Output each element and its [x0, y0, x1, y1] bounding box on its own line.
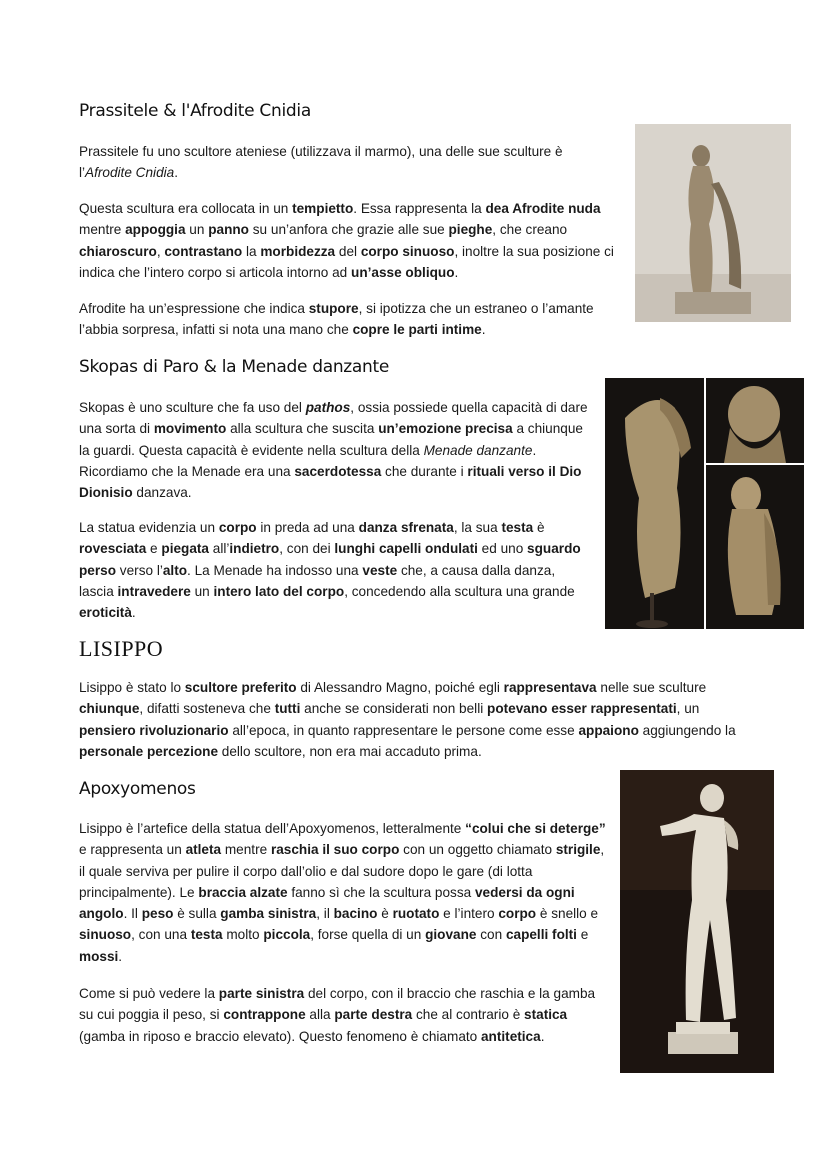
bold-term: indietro — [229, 541, 280, 557]
paragraph-text: Lisippo è stato lo scultore preferito di Alessandro Magno, poiché egli rappresentava nelle sue sculture chiunque, difatti sosteneva che tutti anche se considerati non belli potevano esser rappresentati, un pensiero rivoluzionario all’epoca, in quanto rappresentare le persone come esse appaiono aggiungendo la personale percezione dello scultore, non era mai accaduto prima. — [79, 680, 736, 759]
paragraph — [79, 517, 591, 623]
paragraph — [79, 397, 591, 503]
paragraph — [79, 677, 759, 762]
bold-term: veste — [362, 562, 398, 578]
menade-danzante-image — [605, 378, 704, 629]
paragraph-text: Come si può vedere la parte sinistra del corpo, con il braccio che raschia e la gamba su cui poggia il peso, si contrappone alla parte destra che al contrario è statica (gamba in riposo e braccio elevato). Questo fenomeno è chiamato antitetica. — [79, 986, 596, 1044]
section-skopas — [79, 357, 599, 377]
bold-term: intravedere — [117, 583, 191, 599]
bold-term: contrastano — [164, 243, 243, 259]
bold-term: contrappone — [223, 1007, 306, 1023]
bold-term: sinuoso — [79, 927, 132, 943]
section-title: Apoxyomenos — [79, 779, 196, 799]
bold-term: tempietto — [292, 201, 354, 216]
section-title: Prassitele & l'Afrodite Cnidia — [79, 101, 311, 121]
italic-term: Afrodite Cnidia — [85, 165, 175, 181]
apoxyomenos-image — [620, 770, 774, 1073]
bold-term: giovane — [425, 927, 477, 943]
menade-head-image — [706, 378, 804, 463]
menade-front-image — [706, 465, 804, 629]
bold-term: atleta — [185, 842, 222, 858]
bold-term: dea Afrodite nuda — [485, 201, 601, 216]
bold-term: intero lato del corpo — [213, 583, 345, 599]
bold-term: corpo — [498, 906, 537, 922]
bold-term: strigile — [555, 842, 601, 858]
bold-term: scultore preferito — [184, 680, 297, 695]
italic-term: Menade danzante — [423, 442, 533, 458]
bold-term: vedersi da ogni angolo — [79, 884, 575, 922]
bold-term: sacerdotessa — [294, 463, 382, 479]
paragraph-text: Afrodite ha un’espressione che indica stupore, si ipotizza che un estraneo o l’amante l’abbia sorpresa, infatti si nota una mano che copre le parti intime. — [79, 301, 594, 338]
bold-term: un’asse obliquo — [351, 264, 455, 280]
bold-term: pensiero rivoluzionario — [79, 722, 229, 738]
bold-term: “colui che si deterge” — [465, 821, 606, 836]
bold-term: peso — [141, 906, 174, 922]
bold-term: danza sfrenata — [358, 520, 454, 535]
bold-term: rovesciata — [79, 541, 147, 557]
paragraph — [79, 198, 614, 283]
section-prassitele — [79, 101, 619, 121]
bold-term: parte sinistra — [218, 986, 305, 1001]
bold-term: morbidezza — [260, 243, 336, 259]
bold-term: piegata — [161, 541, 209, 557]
section-title: LISIPPO — [79, 636, 164, 661]
bold-term: sguardo perso — [79, 541, 581, 578]
bold-term: potevano esser rappresentati — [487, 701, 677, 717]
paragraph-text: Lisippo è l’artefice della statua dell’Apoxyomenos, letteralmente “colui che si deterge” e rappresenta un atleta mentre raschia il suo corpo con un oggetto chiamato strigile, il quale serviva per pulire il corpo dall’olio e dal sudore dopo le gare (di lotta principalmente). Le braccia alzate fanno sì che la scultura possa vedersi da ogni angolo. Il peso è sulla gamba sinistra, il bacino è ruotato e l’intero corpo è snello e sinuoso, con una testa molto piccola, forse quella di un giovane con capelli folti e mossi. — [79, 821, 606, 964]
section-title: Skopas di Paro & la Menade danzante — [79, 357, 390, 377]
paragraph-text: Skopas è uno sculture che fa uso del pathos, ossia possiede quella capacità di dare una sorta di movimento alla scultura che suscita un’emozione precisa a chiunque la guardi. Questa capacità è evidente nella scultura della Menade danzante. Ricordiamo che la Menade era una sacerdotessa che durante i rituali verso il Dio Dionisio danzava. — [79, 400, 588, 501]
afrodite-cnidia-image — [635, 124, 791, 322]
bold-term: parte destra — [334, 1007, 413, 1023]
bold-term: braccia alzate — [198, 884, 288, 900]
bold-term: personale percezione — [79, 743, 219, 759]
bold-term: chiaroscuro — [79, 243, 157, 259]
paragraph — [79, 983, 609, 1047]
bold-term: alto — [162, 562, 188, 578]
bold-term: mossi — [79, 948, 119, 964]
bold-term: lunghi capelli ondulati — [334, 541, 478, 557]
bold-term: tutti — [274, 701, 301, 717]
bold-term: statica — [524, 1007, 568, 1023]
bold-term: appoggia — [125, 222, 186, 238]
bold-term: bacino — [333, 906, 378, 922]
bold-term: appaiono — [578, 722, 639, 738]
bold-term: eroticità — [79, 605, 132, 621]
bold-term: un’emozione precisa — [378, 421, 513, 437]
bold-term: stupore — [308, 301, 359, 316]
bold-term: raschia il suo corpo — [270, 842, 400, 858]
paragraph-text: Questa scultura era collocata in un tempietto. Essa rappresenta la dea Afrodite nuda mentre appoggia un panno su un’anfora che grazie alle sue pieghe, che creano chiaroscuro, contrastano la morbidezza del corpo sinuoso, inoltre la sua posizione ci indica che l’intero corpo si articola intorno ad un’asse obliquo. — [79, 201, 614, 280]
bold-term: testa — [190, 927, 223, 943]
bold-term: copre le parti intime — [352, 322, 482, 338]
bold-term: ruotato — [392, 906, 440, 922]
bold-term: pieghe — [448, 222, 493, 238]
bold-term: capelli folti — [505, 927, 577, 943]
bold-term: gamba sinistra — [220, 906, 317, 922]
bold-term: rituali verso il Dio Dionisio — [79, 463, 582, 501]
bold-term: movimento — [153, 421, 227, 437]
section-lisippo — [79, 636, 379, 662]
paragraph-text: Prassitele fu uno scultore ateniese (utilizzava il marmo), una delle sue sculture è l’Afrodite Cnidia. — [79, 144, 563, 181]
bold-term: corpo sinuoso — [360, 243, 455, 259]
paragraph — [79, 298, 614, 341]
bold-term: chiunque — [79, 701, 140, 717]
paragraph — [79, 818, 609, 967]
bold-term: corpo — [218, 520, 257, 535]
bold-term: testa — [501, 520, 534, 535]
section-apoxyomenos — [79, 779, 599, 799]
bold-term: antitetica — [481, 1028, 541, 1044]
bold-term: panno — [208, 222, 249, 238]
bold-term: piccola — [263, 927, 311, 943]
bold-italic-term: pathos — [305, 400, 351, 415]
bold-term: rappresentava — [503, 680, 597, 695]
paragraph — [79, 141, 614, 184]
paragraph-text: La statua evidenzia un corpo in preda ad una danza sfrenata, la sua testa è rovesciata e piegata all’indietro, con dei lunghi capelli ondulati ed uno sguardo perso verso l’alto. La Menade ha indosso una veste che, a causa dalla danza, lascia intravedere un intero lato del corpo, concedendo alla scultura una grande eroticità. — [79, 520, 581, 621]
